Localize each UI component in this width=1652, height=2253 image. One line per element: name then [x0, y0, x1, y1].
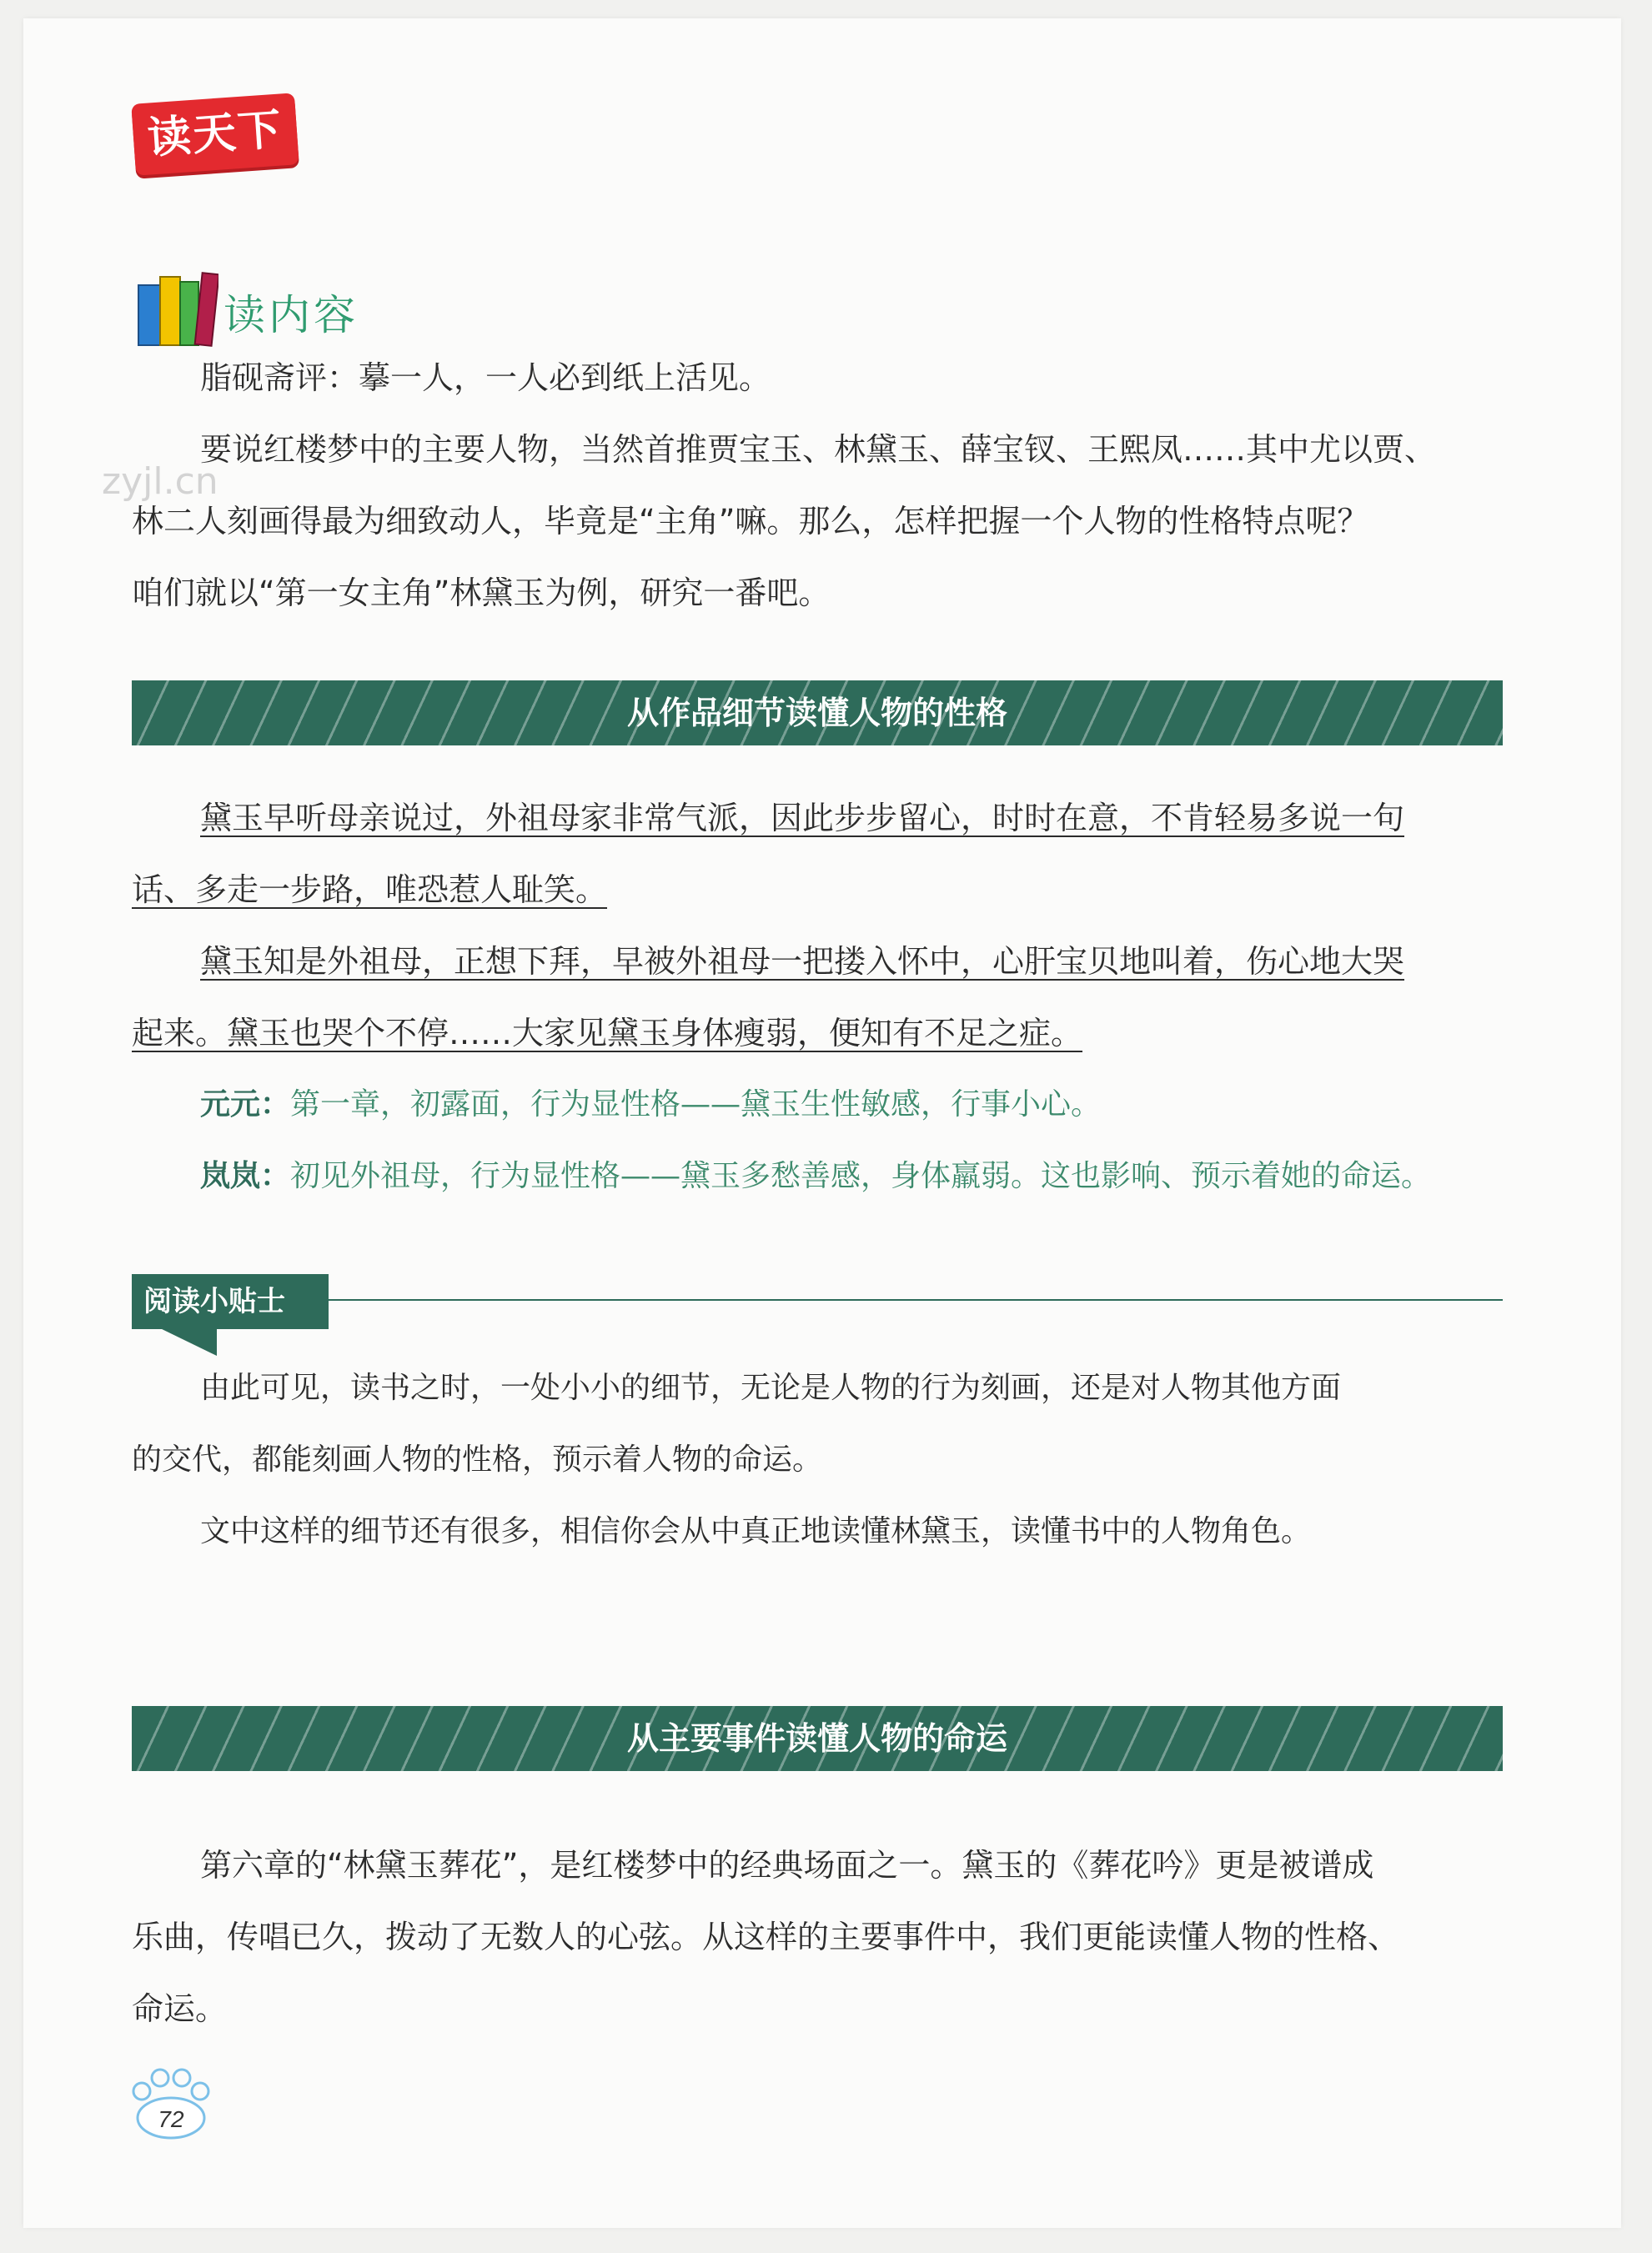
column-badge — [131, 93, 299, 175]
note-lanlan-speaker: 岚岚： — [200, 1159, 291, 1193]
detail-2-line-1: 黛玉知是外祖母，正想下拜，早被外祖母一把搂入怀中，心肝宝贝地叫着，伤心地大哭 — [200, 943, 1405, 980]
watermark: zyjl.cn — [102, 460, 218, 503]
event-line-2: 乐曲，传唱已久，拨动了无数人的心弦。从这样的主要事件中，我们更能读懂人物的性格、 — [132, 1919, 1400, 1955]
heading-bar-fate — [132, 1706, 1503, 1771]
tips-tag — [132, 1274, 329, 1329]
tips-tag-label: 阅读小贴士 — [143, 1285, 285, 1318]
intro-line-1: 要说红楼梦中的主要人物，当然首推贾宝玉、林黛玉、薛宝钗、王熙凤……其中尤以贾、 — [200, 431, 1437, 468]
heading-bar-fate-label: 从主要事件读懂人物的命运 — [626, 1720, 1007, 1757]
detail-2-line-2: 起来。黛玉也哭个不停……大家见黛玉身体瘦弱，便知有不足之症。 — [132, 1015, 1083, 1051]
detail-1-line-1: 黛玉早听母亲说过，外祖母家非常气派，因此步步留心，时时在意，不肯轻易多说一句 — [200, 800, 1405, 836]
intro-line-3: 咱们就以“第一女主角”林黛玉为例，研究一番吧。 — [132, 575, 831, 611]
heading-bar-character — [132, 680, 1503, 745]
intro-line-2: 林二人刻画得最为细致动人，毕竟是“主角”嘛。那么，怎样把握一个人物的性格特点呢？ — [132, 503, 1369, 539]
heading-bar-character-label: 从作品细节读懂人物的性格 — [626, 695, 1007, 731]
tips-divider — [329, 1299, 1503, 1301]
quote-line: 脂砚斋评：摹一人，一人必到纸上活见。 — [200, 359, 771, 396]
page-number-paw-icon — [125, 2066, 217, 2141]
note-lanlan — [200, 1141, 1431, 1212]
column-badge-label: 读天下 — [146, 104, 284, 164]
note-yuanyuan-text: 第一章，初露面，行为显性格——黛玉生性敏感，行事小心。 — [290, 1087, 1102, 1121]
note-lanlan-text: 初见外祖母，行为显性格——黛玉多愁善感，身体羸弱。这也影响、预示着她的命运。 — [290, 1159, 1432, 1193]
event-line-3: 命运。 — [132, 1990, 228, 2027]
section-title: 读内容 — [223, 291, 359, 339]
event-line-1: 第六章的“林黛玉葬花”，是红楼梦中的经典场面之一。黛玉的《葬花吟》更是被谱成 — [200, 1847, 1374, 1884]
tips-line-3: 文中这样的细节还有很多，相信你会从中真正地读懂林黛玉，读懂书中的人物角色。 — [200, 1514, 1312, 1548]
note-yuanyuan-speaker: 元元： — [200, 1087, 291, 1121]
tips-line-2: 的交代，都能刻画人物的性格，预示着人物的命运。 — [132, 1443, 823, 1477]
page-number: 72 — [158, 2106, 184, 2132]
note-yuanyuan — [200, 1069, 1101, 1141]
tips-line-1: 由此可见，读书之时，一处小小的细节，无论是人物的行为刻画，还是对人物其他方面 — [200, 1371, 1342, 1405]
books-icon — [135, 268, 218, 349]
detail-1-line-2: 话、多走一步路，唯恐惹人耻笑。 — [132, 871, 608, 908]
